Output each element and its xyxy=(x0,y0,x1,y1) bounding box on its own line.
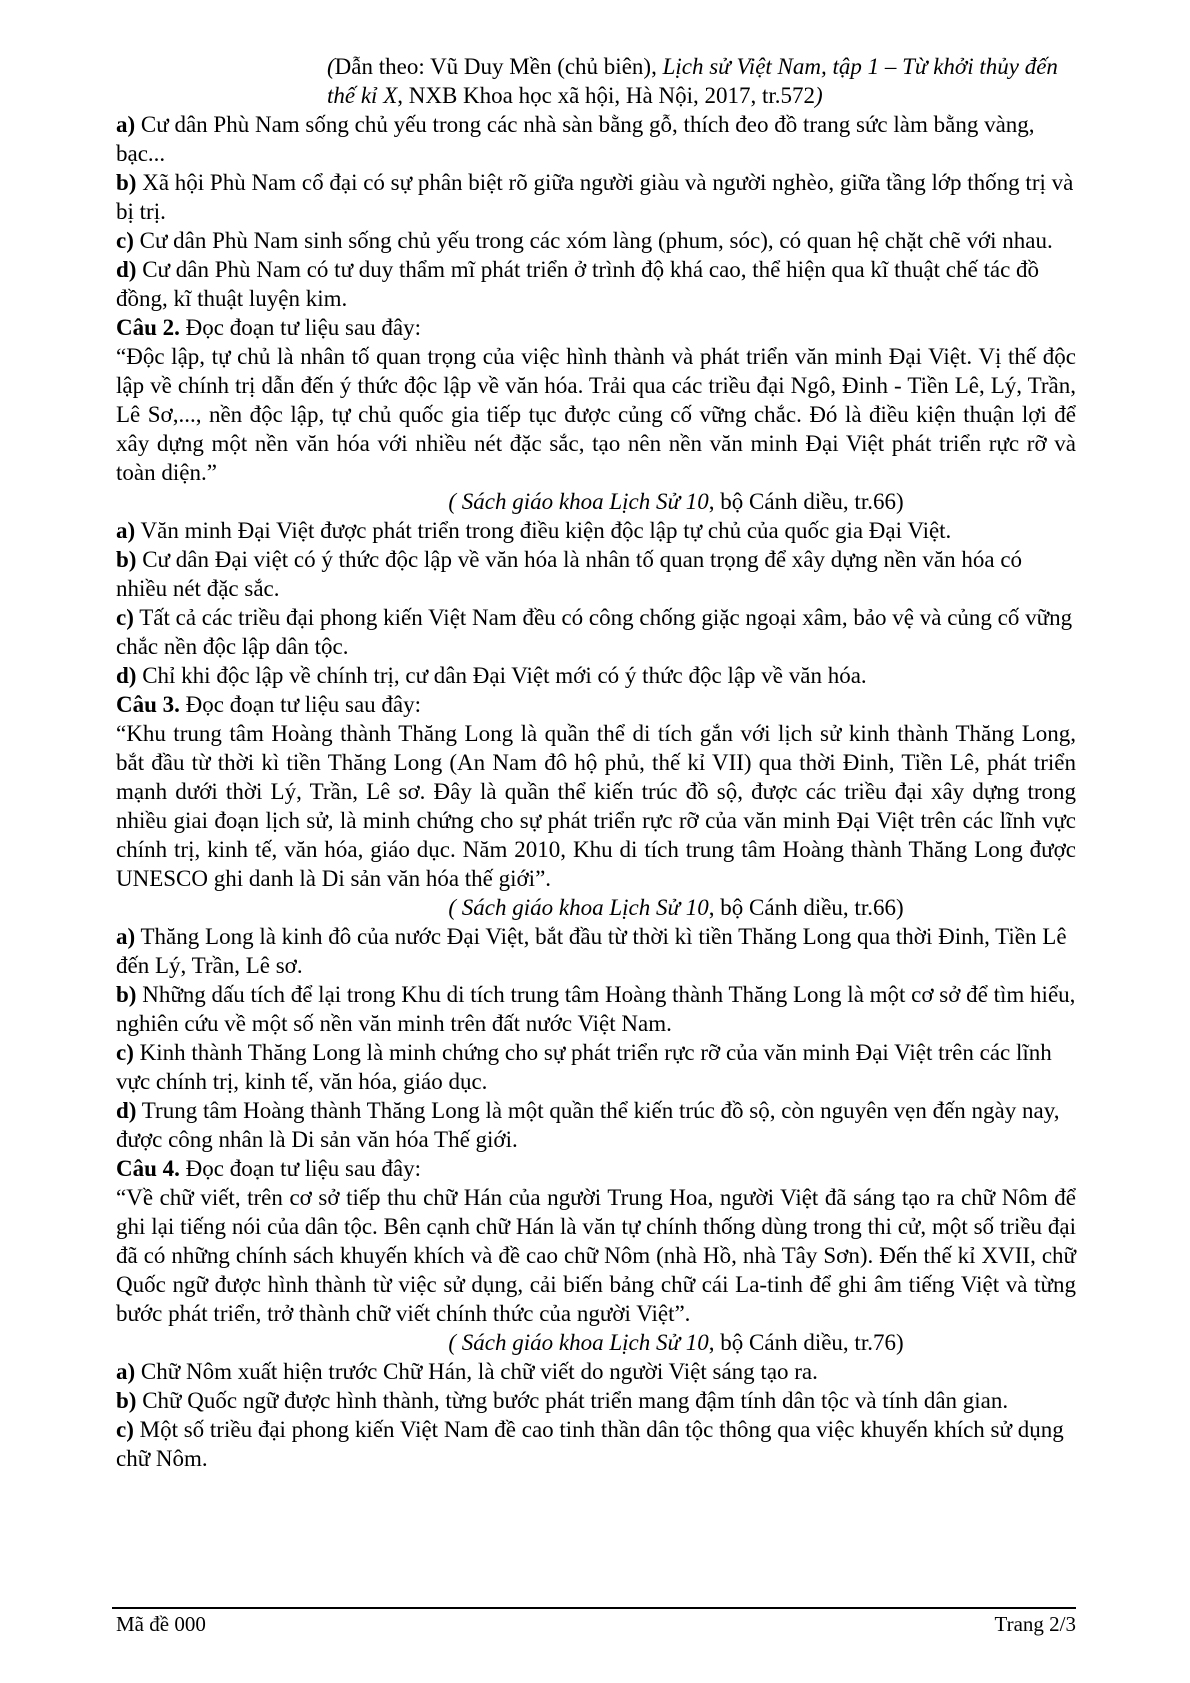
q4-heading xyxy=(116,1154,1076,1183)
q3-passage: “Khu trung tâm Hoàng thành Thăng Long là quần thể di tích gắn với lịch sử kinh thành Thăng Long, bắt đầu từ thời kì tiền Thăng Long (An Nam đô hộ phủ, thế kỉ VII) qua thời Đinh, Tiền Lê, phát triển mạnh dưới thời Lý, Trần, Lê sơ. Đây là quần thể kiến trúc đồ sộ, được các triều đại xây dựng trong nhiều giai đoạn lịch sử, là minh chứng cho sự phát triển rực rỡ của văn minh Đại Việt trên các lĩnh vực chính trị, kinh tế, văn hóa, giáo dục. Năm 2010, Khu di tích trung tâm Hoàng thành Thăng Long được UNESCO ghi danh là Di sản văn hóa thế giới”. xyxy=(116,721,1076,891)
citation-open-paren: ( xyxy=(327,54,335,79)
citation-top xyxy=(327,52,1076,110)
option-label: b) xyxy=(116,1388,137,1413)
document-page xyxy=(116,52,1076,1473)
source-title: ( Sách giáo khoa Lịch Sử 10 xyxy=(448,895,709,920)
q2-heading xyxy=(116,313,1076,342)
option-label: c) xyxy=(116,605,134,630)
option-text: Một số triều đại phong kiến Việt Nam đề cao tinh thần dân tộc thông qua việc khuyến khích sử dụng chữ Nôm. xyxy=(116,1417,1064,1471)
q3-source xyxy=(116,893,1076,922)
option-text: Cư dân Đại việt có ý thức độc lập về văn hóa là nhân tố quan trọng để xây dựng nền văn hóa có nhiều nét đặc sắc. xyxy=(116,547,1023,601)
option-label: b) xyxy=(116,982,137,1007)
question-number: Câu 4. xyxy=(116,1156,180,1181)
option-text: Chữ Nôm xuất hiện trước Chữ Hán, là chữ viết do người Việt sáng tạo ra. xyxy=(135,1359,818,1384)
option-label: d) xyxy=(116,663,137,688)
q2-option-b xyxy=(116,545,1076,603)
option-label: b) xyxy=(116,547,137,572)
option-text: Xã hội Phù Nam cổ đại có sự phân biệt rõ giữa người giàu và người nghèo, giữa tầng lớp thống trị và bị trị. xyxy=(116,170,1074,224)
q3-option-a xyxy=(116,922,1076,980)
option-label: a) xyxy=(116,1359,136,1384)
option-text: Cư dân Phù Nam sinh sống chủ yếu trong các xóm làng (phum, sóc), có quan hệ chặt chẽ với nhau. xyxy=(133,228,1053,253)
option-label: b) xyxy=(116,170,137,195)
question-prompt: Đọc đoạn tư liệu sau đây: xyxy=(179,692,422,717)
option-text: Cư dân Phù Nam có tư duy thẩm mĩ phát triển ở trình độ khá cao, thể hiện qua kĩ thuật chế tác đồ đồng, kĩ thuật luyện kim. xyxy=(116,257,1040,311)
q2-source xyxy=(116,487,1076,516)
q2-option-c xyxy=(116,603,1076,661)
q3-option-b xyxy=(116,980,1076,1038)
source-rest: , bộ Cánh diều, tr.66) xyxy=(708,895,904,920)
option-label: c) xyxy=(116,1417,134,1442)
question-prompt: Đọc đoạn tư liệu sau đây: xyxy=(179,1156,422,1181)
source-title: ( Sách giáo khoa Lịch Sử 10 xyxy=(448,489,709,514)
question-prompt: Đọc đoạn tư liệu sau đây: xyxy=(179,315,422,340)
q1-option-c xyxy=(116,226,1076,255)
q4-passage: “Về chữ viết, trên cơ sở tiếp thu chữ Hán của người Trung Hoa, người Việt đã sáng tạo ra chữ Nôm để ghi lại tiếng nói của dân tộc. Bên cạnh chữ Hán là văn tự chính thống dùng trong thi cử, một số triều đại đã có những chính sách khuyến khích và đề cao chữ Nôm (nhà Hồ, nhà Tây Sơn). Đến thế kỉ XVII, chữ Quốc ngữ được hình thành từ việc sử dụng, cải biến bảng chữ cái La-tinh để ghi âm tiếng Việt và từng bước phát triển, trở thành chữ viết chính thức của người Việt”. xyxy=(116,1185,1076,1326)
option-text: Tất cả các triều đại phong kiến Việt Nam đều có công chống giặc ngoại xâm, bảo vệ và củng cố vững chắc nền độc lập dân tộc. xyxy=(116,605,1073,659)
option-label: a) xyxy=(116,518,136,543)
q2-option-d xyxy=(116,661,1076,690)
citation-publisher: , NXB Khoa học xã hội, Hà Nội, 2017, tr.572 xyxy=(397,83,816,108)
q1-option-b xyxy=(116,168,1076,226)
q4-option-a xyxy=(116,1357,1076,1386)
q3-option-d xyxy=(116,1096,1076,1154)
q4-source xyxy=(116,1328,1076,1357)
q4-option-c xyxy=(116,1415,1076,1473)
q1-option-a xyxy=(116,110,1076,168)
question-number: Câu 2. xyxy=(116,315,180,340)
option-text: Văn minh Đại Việt được phát triển trong điều kiện độc lập tự chủ của quốc gia Đại Việt. xyxy=(135,518,952,543)
q2-option-a xyxy=(116,516,1076,545)
source-title: ( Sách giáo khoa Lịch Sử 10 xyxy=(448,1330,709,1355)
option-label: c) xyxy=(116,228,134,253)
option-text: Thăng Long là kinh đô của nước Đại Việt, bắt đầu từ thời kì tiền Thăng Long qua thời Đinh, Tiền Lê đến Lý, Trần, Lê sơ. xyxy=(116,924,1067,978)
page-number: Trang 2/3 xyxy=(994,1612,1076,1636)
option-label: d) xyxy=(116,257,137,282)
citation-close-paren: ) xyxy=(815,83,823,108)
citation-book-title: Lịch sử Việt Nam, tập 1 – Từ khởi thủy đến thế kỉ X xyxy=(327,54,1058,108)
exam-code: Mã đề 000 xyxy=(116,1612,206,1636)
q4-option-b xyxy=(116,1386,1076,1415)
footer-divider xyxy=(112,1607,1076,1609)
option-label: a) xyxy=(116,924,136,949)
q2-passage: “Độc lập, tự chủ là nhân tố quan trọng của việc hình thành và phát triển văn minh Đại Việt. Vị thế độc lập về chính trị dẫn đến ý thức độc lập về văn hóa. Trải qua các triều đại Ngô, Đinh - Tiền Lê, Lý, Trần, Lê Sơ,..., nền độc lập, tự chủ quốc gia tiếp tục được củng cố vững chắc. Đó là điều kiện thuận lợi để xây dựng một nền văn hóa với nhiều nét đặc sắc, tạo nên nền văn minh Đại Việt phát triển rực rỡ và toàn diện.” xyxy=(116,344,1076,485)
source-rest: , bộ Cánh diều, tr.76) xyxy=(708,1330,904,1355)
q3-heading xyxy=(116,690,1076,719)
option-text: Cư dân Phù Nam sống chủ yếu trong các nhà sàn bằng gỗ, thích đeo đồ trang sức làm bằng vàng, bạc... xyxy=(116,112,1035,166)
option-text: Những dấu tích để lại trong Khu di tích trung tâm Hoàng thành Thăng Long là một cơ sở để tìm hiểu, nghiên cứu về một số nền văn minh trên đất nước Việt Nam. xyxy=(116,982,1076,1036)
page-footer xyxy=(116,1611,1076,1637)
option-text: Chữ Quốc ngữ được hình thành, từng bước phát triển mang đậm tính dân tộc và tính dân gian. xyxy=(136,1388,1009,1413)
option-label: d) xyxy=(116,1098,137,1123)
option-label: a) xyxy=(116,112,136,137)
q3-option-c xyxy=(116,1038,1076,1096)
citation-pre: Dẫn theo: Vũ Duy Mền (chủ biên), xyxy=(334,54,663,79)
option-text: Trung tâm Hoàng thành Thăng Long là một quần thể kiến trúc đồ sộ, còn nguyên vẹn đến ngày nay, được công nhân là Di sản văn hóa Thế giới. xyxy=(116,1098,1060,1152)
source-rest: , bộ Cánh diều, tr.66) xyxy=(708,489,904,514)
option-label: c) xyxy=(116,1040,134,1065)
option-text: Chỉ khi độc lập về chính trị, cư dân Đại Việt mới có ý thức độc lập về văn hóa. xyxy=(136,663,867,688)
question-number: Câu 3. xyxy=(116,692,180,717)
q1-option-d xyxy=(116,255,1076,313)
option-text: Kinh thành Thăng Long là minh chứng cho sự phát triển rực rỡ của văn minh Đại Việt trên các lĩnh vực chính trị, kinh tế, văn hóa, giáo dục. xyxy=(116,1040,1052,1094)
